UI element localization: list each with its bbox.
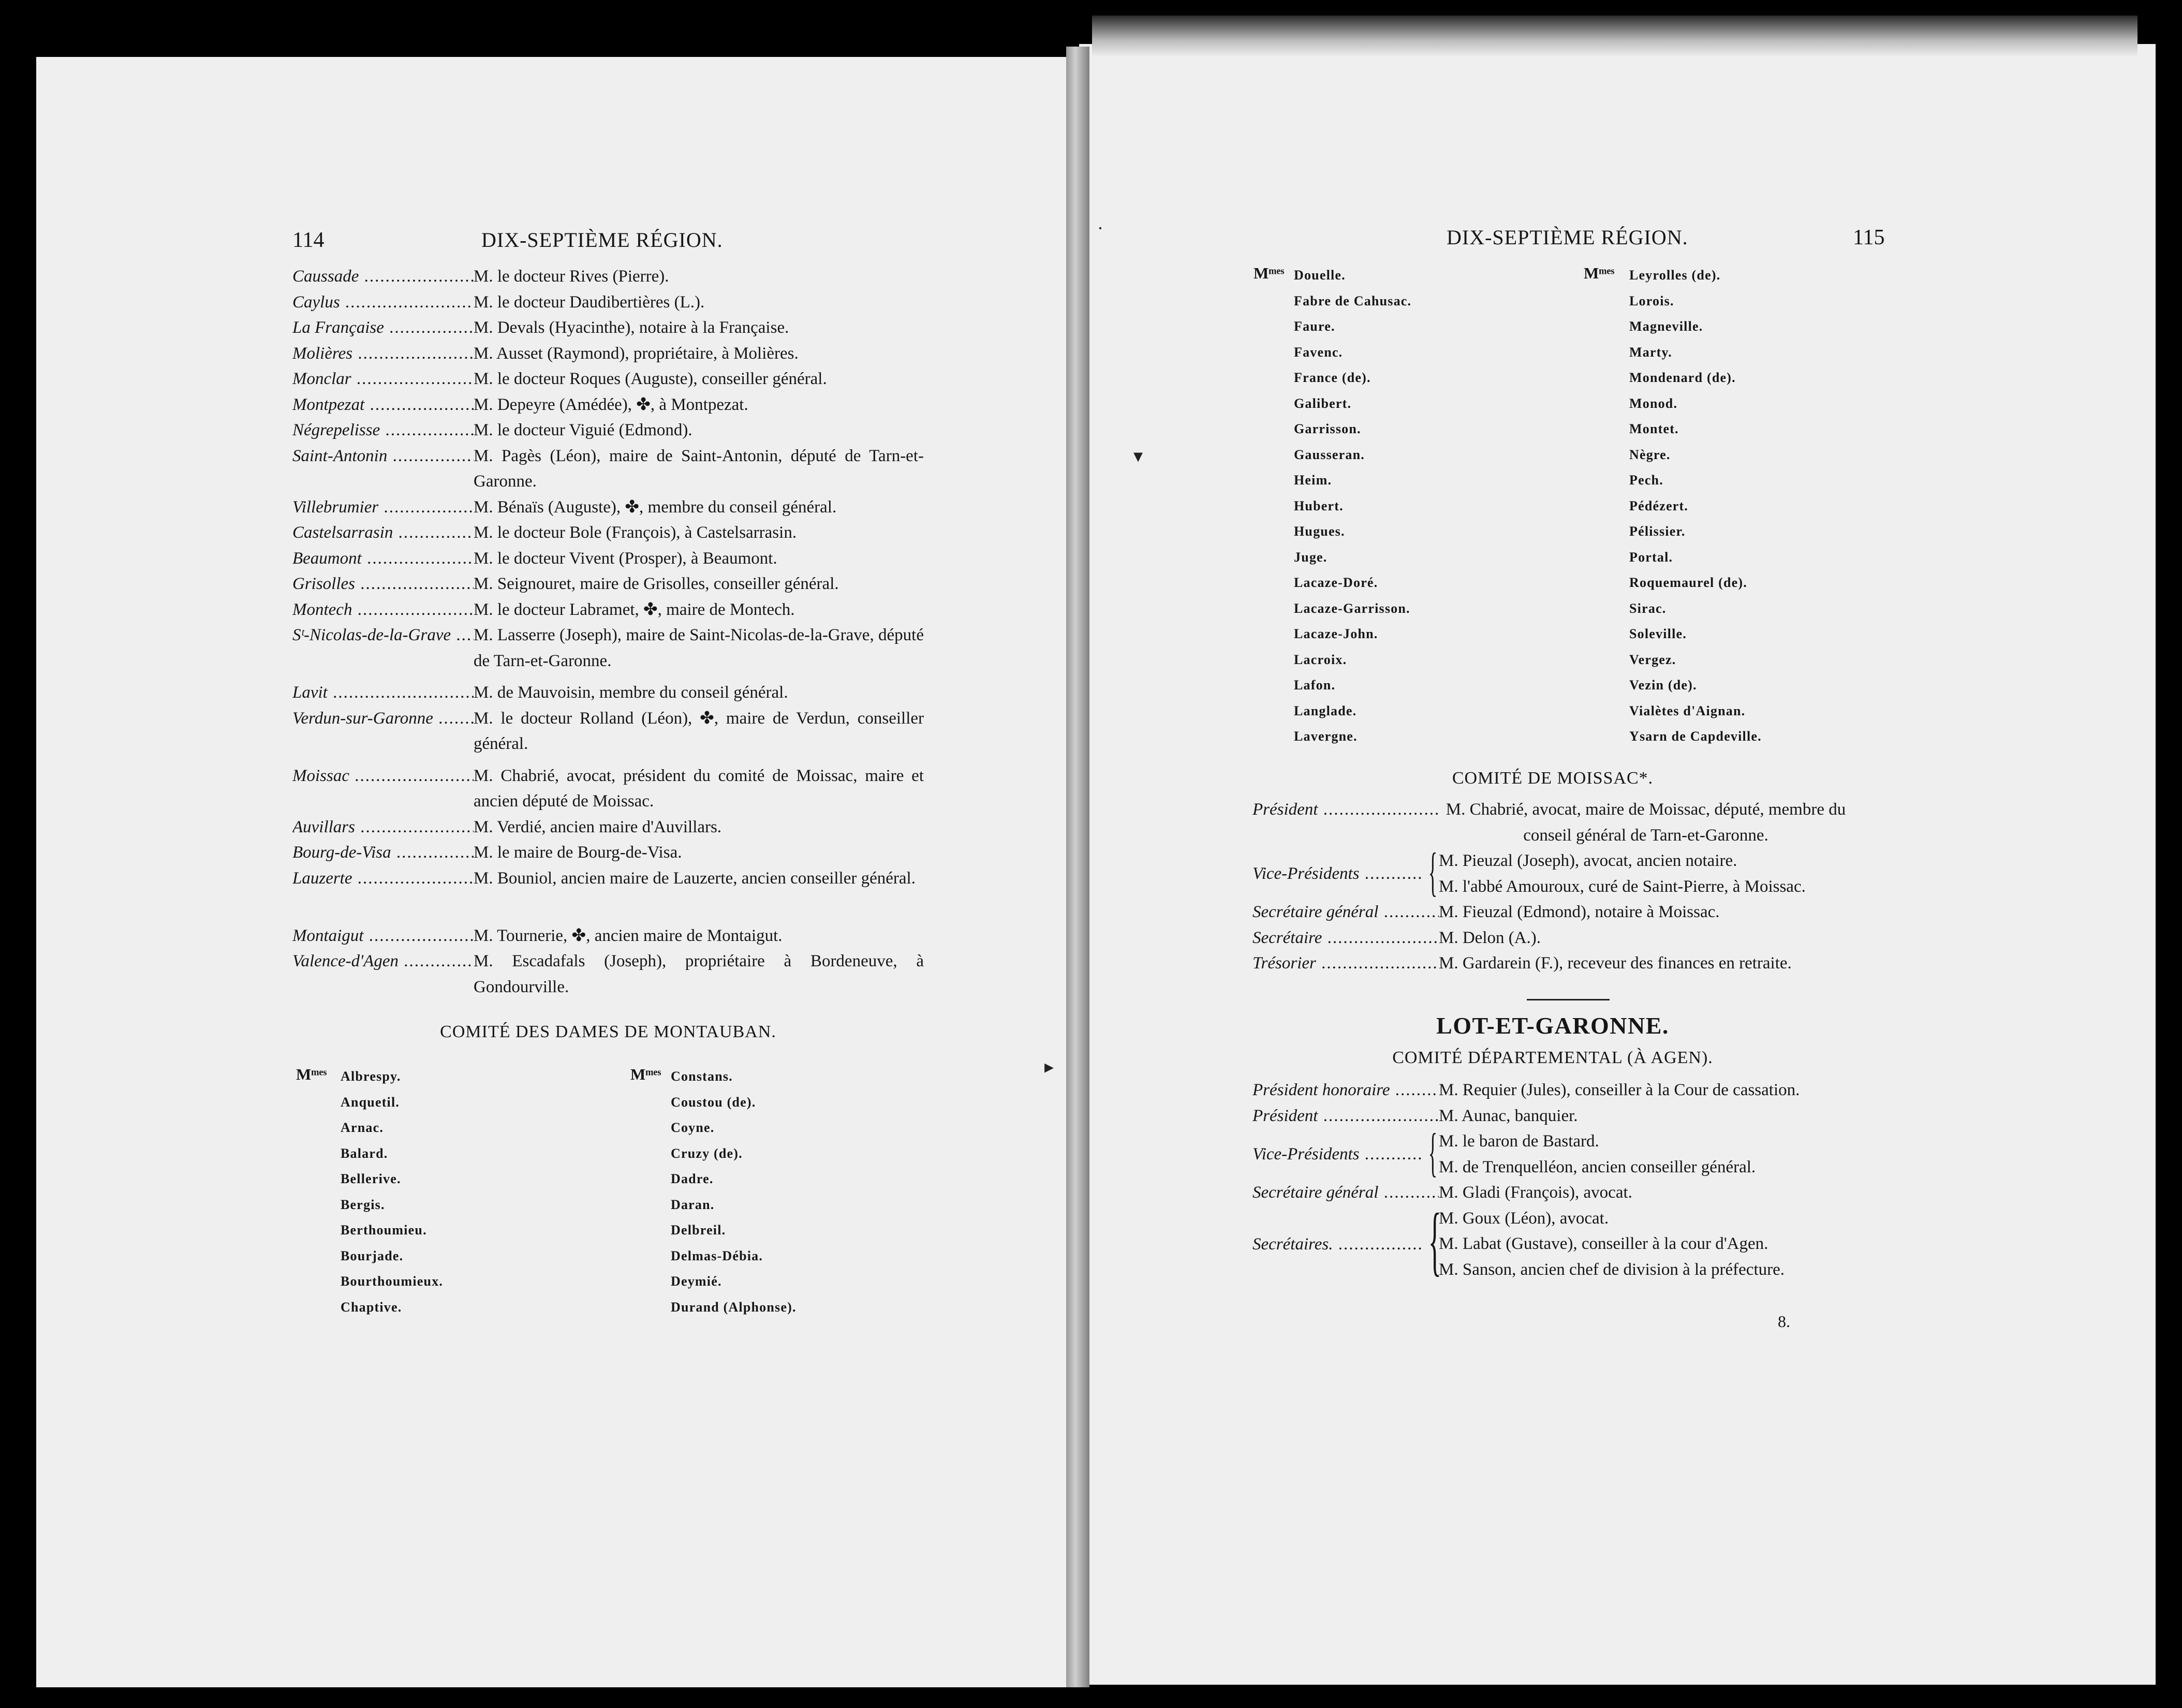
list-item: Coustou (de).: [671, 1094, 756, 1110]
entry-place: Villebrumier .....: [292, 498, 474, 517]
entry-row: [292, 680, 924, 706]
entry-row: [292, 290, 924, 316]
list-item: Albrespy.: [341, 1069, 401, 1084]
entry-place: Caylus .....: [292, 293, 474, 312]
entry-place: Montaigut .....: [292, 926, 474, 946]
officer-row: [1252, 1103, 1853, 1129]
officer-role: Secrétaires. .....: [1252, 1206, 1423, 1283]
list-item: Fabre de Cahusac.: [1294, 293, 1412, 308]
list-item: Delbreil.: [671, 1223, 726, 1238]
entry-place: Verdun-sur-Garonne .....: [292, 706, 474, 732]
entry-place: Valence-d'Agen .....: [292, 949, 474, 975]
officer-name: M. Labat (Gustave), conseiller à la cour d'Agen.: [1439, 1234, 1768, 1253]
list-item: Durand (Alphonse).: [671, 1299, 797, 1315]
entry-text: M. Bouniol, ancien maire de Lauzerte, ancien conseiller général.: [474, 868, 916, 888]
list-item: Lavergne.: [1294, 729, 1358, 744]
entry-text: M. Verdié, ancien maire d'Auvillars.: [474, 817, 722, 836]
officer-row: [1252, 1123, 1853, 1182]
section-title-moissac: COMITÉ DE MOISSAC*.: [1452, 769, 1654, 788]
list-item: Douelle.: [1294, 268, 1346, 283]
officer-row: [1252, 1180, 1853, 1206]
section-subtitle-agen: COMITÉ DÉPARTEMENTAL (À AGEN).: [1392, 1048, 1713, 1067]
list-item: Heim.: [1294, 473, 1332, 488]
list-item: Lafon.: [1294, 678, 1336, 693]
entry-place: Montech .....: [292, 600, 474, 620]
entry-row: [292, 392, 924, 418]
officer-name: M. Chabrié, avocat, maire de Moissac, député, membre du conseil général de Tarn-et-Garonne.: [1446, 800, 1846, 845]
list-item: France (de).: [1294, 370, 1371, 385]
names-prefix-2: Mᵐᵉˢ: [1584, 264, 1615, 282]
list-item: Soleville.: [1629, 626, 1687, 641]
list-item: Galibert.: [1294, 395, 1352, 411]
lot-committee: [1252, 1078, 1853, 1283]
entry-row: [292, 815, 924, 841]
dames-prefix-2: Mᵐᵉˢ: [630, 1065, 661, 1083]
entry-text: M. Devals (Hyacinthe), notaire à la Française.: [474, 318, 789, 337]
entry-place: Castelsarrasin .....: [292, 523, 474, 542]
officer-row: [1252, 797, 1853, 848]
entry-text: M. le docteur Daudibertières (L.).: [474, 292, 705, 312]
list-item: Bellerive.: [341, 1171, 401, 1186]
entry-row: [292, 840, 924, 866]
list-item: Nègre.: [1629, 447, 1671, 462]
officer-row: [1252, 1078, 1853, 1103]
entry-text: M. Chabrié, avocat, président du comité de Moissac, maire et ancien député de Moissac.: [474, 766, 924, 811]
entry-row: [292, 923, 924, 949]
entry-row: [292, 706, 924, 757]
list-item: Roquemaurel (de).: [1629, 575, 1747, 590]
brace-icon: {: [1428, 1197, 1441, 1284]
entry-place: Caussade .....: [292, 267, 474, 286]
list-item: Hubert.: [1294, 498, 1344, 513]
officer-name: M. l'abbé Amouroux, curé de Saint-Pierre, à Moissac.: [1439, 877, 1806, 896]
entry-place: La Française .....: [292, 318, 474, 337]
list-item: Favenc.: [1294, 344, 1343, 360]
entry-row: [292, 520, 924, 546]
list-item: Pélissier.: [1629, 524, 1686, 539]
entry-place: Auvillars .....: [292, 818, 474, 837]
list-item: Balard.: [341, 1145, 388, 1161]
entry-row: [292, 866, 924, 917]
entry-row: [292, 315, 924, 341]
entry-text: M. Lasserre (Joseph), maire de Saint-Nicolas-de-la-Grave, député de Tarn-et-Garonne.: [474, 626, 924, 670]
officer-role: Président .....: [1252, 1107, 1439, 1126]
entry-text: M. le docteur Vivent (Prosper), à Beaumont.: [474, 549, 777, 568]
entry-row: [292, 763, 924, 815]
section-title-lot: LOT-ET-GARONNE.: [1436, 1012, 1669, 1039]
list-item: Constans.: [671, 1069, 733, 1084]
dames-prefix-1: Mᵐᵉˢ: [296, 1065, 327, 1083]
entry-text: M. le docteur Bole (François), à Castelsarrasin.: [474, 523, 797, 542]
list-item: Portal.: [1629, 549, 1673, 565]
entry-row: [292, 444, 924, 495]
list-item: Monod.: [1629, 395, 1678, 411]
officer-name: M. de Trenquelléon, ancien conseiller général.: [1439, 1157, 1756, 1176]
officer-name: M. le baron de Bastard.: [1439, 1132, 1599, 1151]
entry-place: Sᵗ-Nicolas-de-la-Grave .....: [292, 623, 474, 649]
list-item: Marty.: [1629, 344, 1673, 360]
officer-row: [1252, 900, 1853, 925]
margin-mark: ·: [1097, 218, 1103, 239]
officer-role: Vice-Présidents .....: [1252, 848, 1423, 900]
list-item: Delmas-Débia.: [671, 1248, 763, 1263]
entry-row: [292, 571, 924, 597]
entry-row: [292, 366, 924, 392]
list-item: Sirac.: [1629, 600, 1667, 616]
signature-mark: 8.: [1778, 1312, 1790, 1331]
entry-text: M. Depeyre (Amédée), ✤, à Montpezat.: [474, 395, 748, 414]
entry-text: M. Seignouret, maire de Grisolles, conseiller général.: [474, 575, 839, 593]
entry-place: Lavit .....: [292, 683, 474, 702]
list-item: Coyne.: [671, 1120, 715, 1135]
officer-name: M. Delon (A.).: [1439, 928, 1541, 947]
running-head-right: DIX-SEPTIÈME RÉGION.: [1447, 226, 1688, 249]
entry-place: Lauzerte .....: [292, 866, 474, 892]
book-gutter: [1066, 47, 1089, 1687]
list-item: Arnac.: [341, 1120, 384, 1135]
officer-role: Trésorier .....: [1252, 954, 1439, 973]
entry-text: M. Tournerie, ✤, ancien maire de Montaigut.: [474, 926, 783, 945]
list-item: Mondenard (de).: [1629, 370, 1736, 385]
entry-place: Monclar .....: [292, 370, 474, 389]
names-prefix-1: Mᵐᵉˢ: [1254, 264, 1285, 282]
officer-role: Secrétaire général .....: [1252, 903, 1439, 922]
list-item: Langlade.: [1294, 703, 1357, 718]
list-item: Lacaze-John.: [1294, 626, 1378, 641]
list-item: Pech.: [1629, 473, 1663, 488]
officer-role: Secrétaire général .....: [1252, 1183, 1439, 1202]
divider: [1527, 999, 1610, 1000]
officer-name: M. Requier (Jules), conseiller à la Cour de cassation.: [1439, 1081, 1800, 1099]
entry-row: [292, 418, 924, 444]
entry-row: [292, 623, 924, 674]
entry-place: Saint-Antonin .....: [292, 444, 474, 469]
officer-role: Vice-Présidents .....: [1252, 1129, 1423, 1180]
list-item: Chaptive.: [341, 1299, 402, 1315]
list-item: Lorois.: [1629, 293, 1674, 308]
entry-text: M. Escadafals (Joseph), propriétaire à Bordeneuve, à Gondourville.: [474, 952, 924, 996]
entry-row: [292, 495, 924, 521]
officer-role: Secrétaire .....: [1252, 929, 1439, 948]
dames-list-1: [341, 1064, 443, 1320]
officer-name: M. Gardarein (F.), receveur des finances en retraite.: [1439, 954, 1792, 973]
entry-place: Molières .....: [292, 344, 474, 363]
officer-row: [1252, 951, 1853, 977]
entry-text: M. le maire de Bourg-de-Visa.: [474, 843, 682, 862]
list-item: Vezin (de).: [1629, 678, 1697, 693]
entry-text: M. le docteur Rives (Pierre).: [474, 267, 669, 286]
officer-name: M. Fieuzal (Edmond), notaire à Moissac.: [1439, 903, 1720, 921]
entry-text: M. Pagès (Léon), maire de Saint-Antonin, député de Tarn-et-Garonne.: [474, 446, 924, 491]
officer-name: M. Goux (Léon), avocat.: [1439, 1209, 1609, 1228]
list-item: Lacroix.: [1294, 652, 1347, 667]
entry-row: [292, 341, 924, 367]
officer-name: M. Gladi (François), avocat.: [1439, 1183, 1632, 1202]
brace-icon: {: [1428, 842, 1438, 902]
officer-row: [1252, 842, 1853, 902]
left-entries: [292, 264, 924, 1000]
entry-text: M. de Mauvoisin, membre du conseil général.: [474, 683, 788, 702]
list-item: Juge.: [1294, 549, 1328, 565]
list-item: Dadre.: [671, 1171, 714, 1186]
officer-role: Président honoraire .....: [1252, 1081, 1439, 1100]
list-item: Pédézert.: [1629, 498, 1689, 513]
list-item: Vergez.: [1629, 652, 1676, 667]
list-item: Leyrolles (de).: [1629, 268, 1721, 283]
entry-row: [292, 949, 924, 1000]
list-item: Anquetil.: [341, 1094, 400, 1110]
officer-row: [1252, 1197, 1853, 1284]
page-top-edge: [1092, 16, 2137, 57]
entry-text: M. le docteur Labramet, ✤, maire de Montech.: [474, 600, 795, 619]
officer-name: M. Pieuzal (Joseph), avocat, ancien notaire.: [1439, 851, 1737, 870]
entry-text: M. le docteur Roques (Auguste), conseiller général.: [474, 370, 827, 388]
list-item: Bergis.: [341, 1197, 385, 1212]
officer-role: Président .....: [1252, 797, 1439, 823]
moissac-committee: [1252, 797, 1853, 977]
list-item: Daran.: [671, 1197, 715, 1212]
entry-text: M. le docteur Rolland (Léon), ✤, maire de Verdun, conseiller général.: [474, 709, 924, 753]
margin-mark: ▾: [1133, 446, 1143, 466]
list-item: Lacaze-Garrisson.: [1294, 600, 1410, 616]
list-item: Deymié.: [671, 1274, 722, 1289]
brace-icon: {: [1428, 1123, 1438, 1182]
entry-place: Moissac .....: [292, 763, 474, 789]
officer-name: M. Aunac, banquier.: [1439, 1106, 1578, 1125]
entry-row: [292, 264, 924, 290]
margin-mark: ▸: [1044, 1056, 1054, 1077]
list-item: Bourjade.: [341, 1248, 404, 1263]
list-item: Magneville.: [1629, 319, 1703, 334]
list-item: Montet.: [1629, 421, 1679, 436]
list-item: Bourthoumieux.: [341, 1274, 444, 1289]
page-number-right: 115: [1853, 226, 1885, 249]
running-head-left: DIX-SEPTIÈME RÉGION.: [481, 228, 723, 252]
list-item: Gausseran.: [1294, 447, 1365, 462]
page-number-left: 114: [292, 228, 325, 252]
entry-place: Négrepelisse .....: [292, 421, 474, 440]
entry-text: M. Bénaïs (Auguste), ✤, membre du conseil général.: [474, 497, 837, 517]
list-item: Ysarn de Capdeville.: [1629, 729, 1762, 744]
list-item: Faure.: [1294, 319, 1335, 334]
entry-row: [292, 597, 924, 623]
list-item: Vialètes d'Aignan.: [1629, 703, 1746, 718]
officer-name: M. Sanson, ancien chef de division à la préfecture.: [1439, 1260, 1785, 1279]
entry-text: M. Ausset (Raymond), propriétaire, à Molières.: [474, 344, 799, 363]
section-title-dames: COMITÉ DES DAMES DE MONTAUBAN.: [440, 1022, 776, 1041]
names-list-2: [1629, 262, 1762, 749]
list-item: Lacaze-Doré.: [1294, 575, 1378, 590]
entry-place: Grisolles .....: [292, 575, 474, 594]
entry-place: Montpezat .....: [292, 395, 474, 415]
list-item: Hugues.: [1294, 524, 1345, 539]
list-item: Berthoumieu.: [341, 1223, 427, 1238]
names-list-1: [1294, 262, 1411, 749]
officer-row: [1252, 925, 1853, 951]
entry-place: Beaumont .....: [292, 549, 474, 568]
list-item: Cruzy (de).: [671, 1145, 743, 1161]
entry-place: Bourg-de-Visa .....: [292, 843, 474, 862]
list-item: Garrisson.: [1294, 421, 1361, 436]
entry-text: M. le docteur Viguié (Edmond).: [474, 421, 692, 439]
entry-row: [292, 546, 924, 572]
dames-list-2: [671, 1064, 797, 1320]
